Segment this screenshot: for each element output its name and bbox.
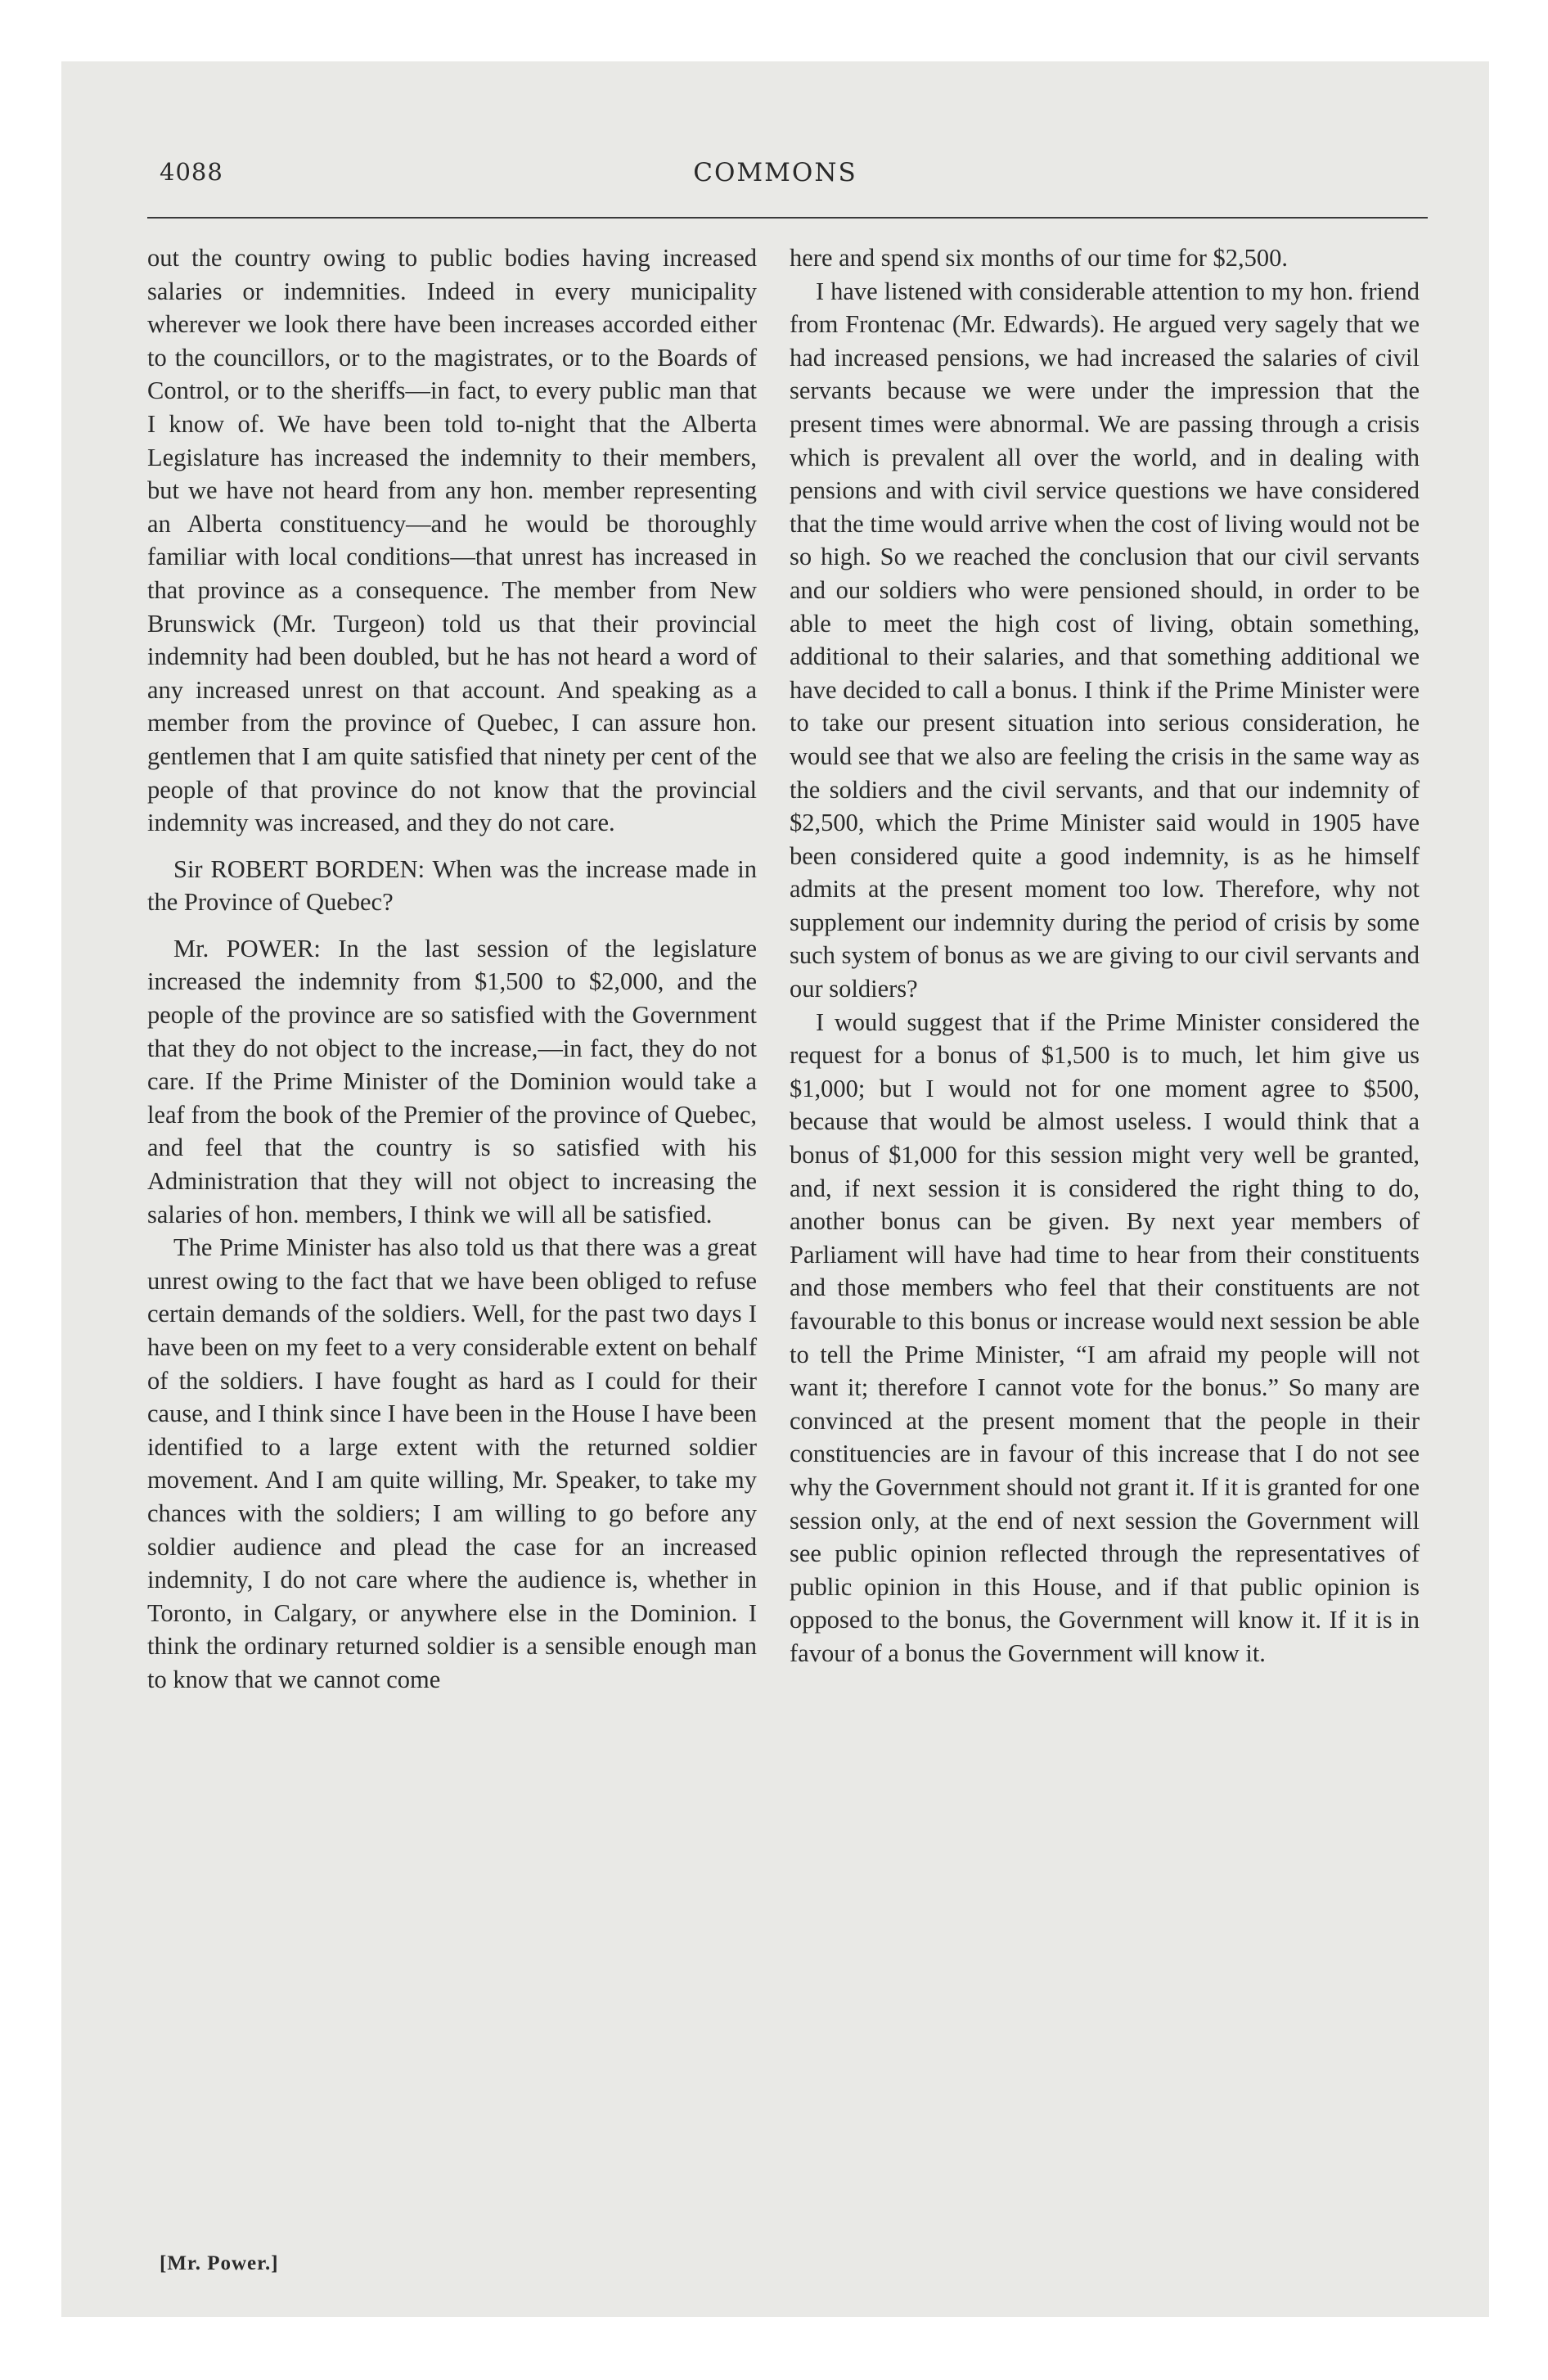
paragraph: here and spend six months of our time for $2,500.	[790, 244, 1289, 272]
paragraph: I have listened with considerable attention to my hon. friend from Frontenac (Mr. Edwards). He argued very sagely that we had increased pensions, we had increased the salaries of civil servants because we were under the impression that the present times were abnormal. We are passing through a crisis which is prevalent all over the world, and in dealing with pensions and with civil service questions we have considered that the time would arrive when the cost of living would not be so high. So we reached the conclusion that our civil servants and our soldiers who were pensioned should, in order to be able to meet the high cost of living, obtain something, additional to their salaries, and that something additional we have decided to call a bonus. I think if the Prime Minister were to take our present situation into serious consideration, he would see that we also are feeling the crisis in the same way as the soldiers and the civil servants, and that our indemnity of $2,500, which the Prime Minister said would in 1905 have been considered quite a good indemnity, is as he himself admits at the present moment too low. Therefore, why not supplement our indemnity during the period of crisis by some such system of bonus as we are giving to our civil servants and our soldiers?	[790, 277, 1420, 1003]
left-column	[147, 241, 757, 1697]
paragraph: The Prime Minister has also told us that there was a great unrest owing to the fact that we have been obliged to refuse certain demands of the soldiers. Well, for the past two days I have been on my feet to a very considerable extent on behalf of the soldiers. I have fought as hard as I could for their cause, and I think since I have been in the House I have been identified to a large extent with the returned soldier movement. And I am quite willing, Mr. Speaker, to take my chances with the soldiers; I am willing to go before any soldier audience and plead the case for an increased indemnity, I do not care where the audience is, whether in Toronto, in Calgary, or anywhere else in the Dominion. I think the ordinary returned soldier is a sensible enough man to know that we cannot come	[147, 1233, 757, 1693]
paragraph: out the country owing to public bodies having increased salaries or indemnities. Indeed in every municipality wherever we look there have been increases accorded either to the councillors, or to the magistrates, or to the Boards of Control, or to the sheriffs—in fact, to every public man that I know of. We have been told to-night that the Alberta Legislature has increased the indemnity to their members, but we have not heard from any hon. member representing an Alberta constituency—and he would be thoroughly familiar with local conditions—that unrest has increased in that province as a consequence. The member from New Brunswick (Mr. Turgeon) told us that their provincial indemnity had been doubled, but he has not heard a word of any increased unrest on that account. And speaking as a member from the province of Quebec, I can assure hon. gentlemen that I am quite satisfied that ninety per cent of the people of that province do not know that the provincial indemnity was increased, and they do not care.	[147, 244, 757, 837]
page-number: 4088	[160, 158, 223, 186]
paragraph: Mr. POWER: In the last session of the legislature increased the indemnity from $1,500 to $2,000, and the people of the province are so satisfied with the Government that they do not object to the increase,—in fact, they do not care. If the Prime Minister of the Dominion would take a leaf from the book of the Premier of the province of Quebec, and feel that the country is so satisfied with his Administration that they will not object to increasing the salaries of hon. members, I think we will all be satisfied.	[147, 934, 757, 1228]
document-page	[61, 61, 1489, 2317]
header-rule	[147, 217, 1428, 219]
speaker-reference: [Mr. Power.]	[160, 2252, 279, 2274]
page-header	[61, 61, 1489, 225]
paragraph: I would suggest that if the Prime Minister considered the request for a bonus of $1,500 is to much, let him give us $1,000; but I would not for one moment agree to $500, because that would be almost useless. I would think that a bonus of $1,000 for this session might very well be granted, and, if next session it is considered the right thing to do, another bonus can be given. By next year members of Parliament will have had time to hear from their constituents and those members who feel that their constituents are not favourable to this bonus or increase would next session be able to tell the Prime Minister, “I am afraid my people will not want it; therefore I cannot vote for the bonus.” So many are convinced at the present moment that the people in their constituencies are in favour of this increase that I do not see why the Government should not grant it. If it is granted for one session only, at the end of next session the Government will see public opinion reflected through the representatives of public opinion in this House, and if that public opinion is opposed to the bonus, the Government will know it. If it is in favour of a bonus the Government will know it.	[790, 1007, 1420, 1667]
right-column	[790, 241, 1420, 1670]
paragraph: Sir ROBERT BORDEN: When was the increase made in the Province of Quebec?	[147, 854, 757, 917]
running-head: COMMONS	[693, 158, 857, 187]
